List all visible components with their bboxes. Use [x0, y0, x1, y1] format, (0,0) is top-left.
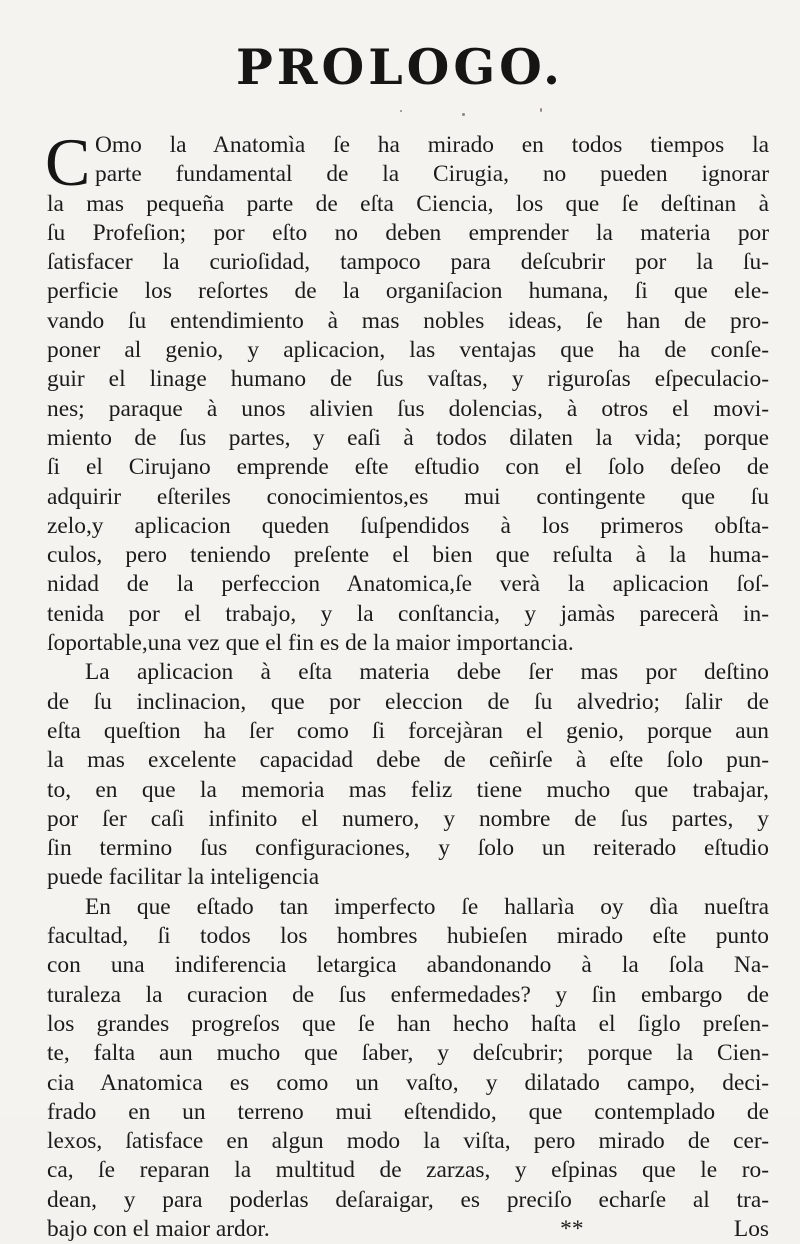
- text-line: turaleza la curacion de ſus enfermedades? y ſin embargo de: [47, 981, 769, 1008]
- text-line: con una indiferencia letargica abandonando à la ſola Na-: [47, 952, 769, 979]
- text-line: te, falta aun mucho que ſaber, y deſcubrir; porque la Cien-: [47, 1040, 769, 1067]
- text-line: la mas pequeña parte de eſta Ciencia, los que ſe deſtinan à: [47, 190, 769, 217]
- text-line: poner al genio, y aplicacion, las ventajas que ha de conſe-: [47, 337, 769, 364]
- text-line: eſta queſtion ha ſer como ſi forcejàran el genio, porque aun: [47, 717, 769, 744]
- paragraph-1: [45, 124, 769, 658]
- text-line: parte fundamental de la Cirugia, no pueden ignorar: [95, 161, 769, 188]
- text-line: miento de ſus partes, y eaſi à todos dilaten la vida; porque: [47, 424, 769, 451]
- text-line: ca, ſe reparan la multitud de zarzas, y eſpinas que le ro-: [47, 1157, 769, 1184]
- final-text-line: bajo con el maior ardor.: [47, 1215, 270, 1242]
- signature-mark: **: [560, 1215, 584, 1242]
- text-line: lexos, ſatisface en algun modo la viſta, pero mirado de cer-: [47, 1128, 769, 1155]
- text-line: to, en que la memoria mas feliz tiene mucho que trabajar,: [47, 776, 769, 803]
- text-line: facultad, ſi todos los hombres hubieſen mirado eſte punto: [47, 923, 769, 950]
- text-line: puede facilitar la inteligencia: [47, 864, 320, 891]
- text-line: guir el linage humano de ſus vaſtas, y riguroſas eſpeculacio-: [47, 366, 769, 393]
- text-line: tenida por el trabajo, y la conſtancia, y jamàs parecerà in-: [47, 600, 769, 627]
- paragraph-3: [47, 893, 769, 1215]
- ink-speck: [462, 113, 465, 116]
- text-line: Omo la Anatomìa ſe ha mirado en todos tiempos la: [95, 132, 769, 158]
- text-line: ſoportable,una vez que el fin es de la maior importancia.: [47, 630, 574, 657]
- text-line: En que eſtado tan imperfecto ſe hallarìa oy dìa nueſtra: [85, 893, 769, 920]
- text-line: ſi el Cirujano emprende eſte eſtudio con el ſolo deſeo de: [47, 454, 769, 481]
- text-line: adquirir eſteriles conocimientos,es mui contingente que ſu: [47, 483, 769, 510]
- text-line: por ſer caſi infinito el numero, y nombre de ſus partes, y: [47, 805, 769, 832]
- text-line: de ſu inclinacion, que por eleccion de ſu alvedrio; ſalir de: [47, 688, 769, 715]
- text-line: la mas excelente capacidad debe de ceñirſe à eſte ſolo pun-: [47, 747, 769, 774]
- text-line: los grandes progreſos que ſe han hecho haſta el ſiglo preſen-: [47, 1010, 769, 1037]
- text-line: La aplicacion à eſta materia debe ſer mas por deſtino: [85, 659, 769, 686]
- catchword: Los: [733, 1215, 769, 1242]
- text-line: nes; paraque à unos alivien ſus dolencias, à otros el movi-: [47, 395, 769, 422]
- text-line: culos, pero teniendo preſente el bien que reſulta à la huma-: [47, 542, 769, 569]
- page-title: PROLOGO.: [235, 38, 565, 96]
- text-line: vando ſu entendimiento à mas nobles ideas, ſe han de pro-: [47, 307, 769, 334]
- text-line: ſatisfacer la curioſidad, tampoco para deſcubrir por la ſu-: [47, 249, 769, 276]
- page-footer-line: [47, 1215, 769, 1244]
- text-line: zelo,y aplicacion queden ſuſpendidos à los primeros obſta-: [47, 512, 769, 539]
- text-line: frado en un terreno mui eſtendido, que contemplado de: [47, 1098, 769, 1125]
- text-line: ſin termino ſus configuraciones, y ſolo un reiterado eſtudio: [47, 835, 769, 862]
- text-line: ſu Profeſion; por eſto no deben emprender la materia por: [47, 219, 769, 246]
- text-line: dean, y para poderlas deſaraigar, es preciſo echarſe al tra-: [47, 1186, 769, 1213]
- ink-speck: [540, 108, 542, 112]
- text-line: cia Anatomica es como un vaſto, y dilatado campo, deci-: [47, 1069, 769, 1096]
- drop-cap: C: [45, 124, 91, 200]
- paragraph-2: [47, 658, 769, 892]
- prologue-body: [45, 124, 769, 1244]
- text-line: perficie los reſortes de la organiſacion humana, ſi que ele-: [47, 278, 769, 305]
- ink-speck: [400, 110, 402, 112]
- text-line: nidad de la perfeccion Anatomica,ſe verà la aplicacion ſoſ-: [47, 571, 769, 598]
